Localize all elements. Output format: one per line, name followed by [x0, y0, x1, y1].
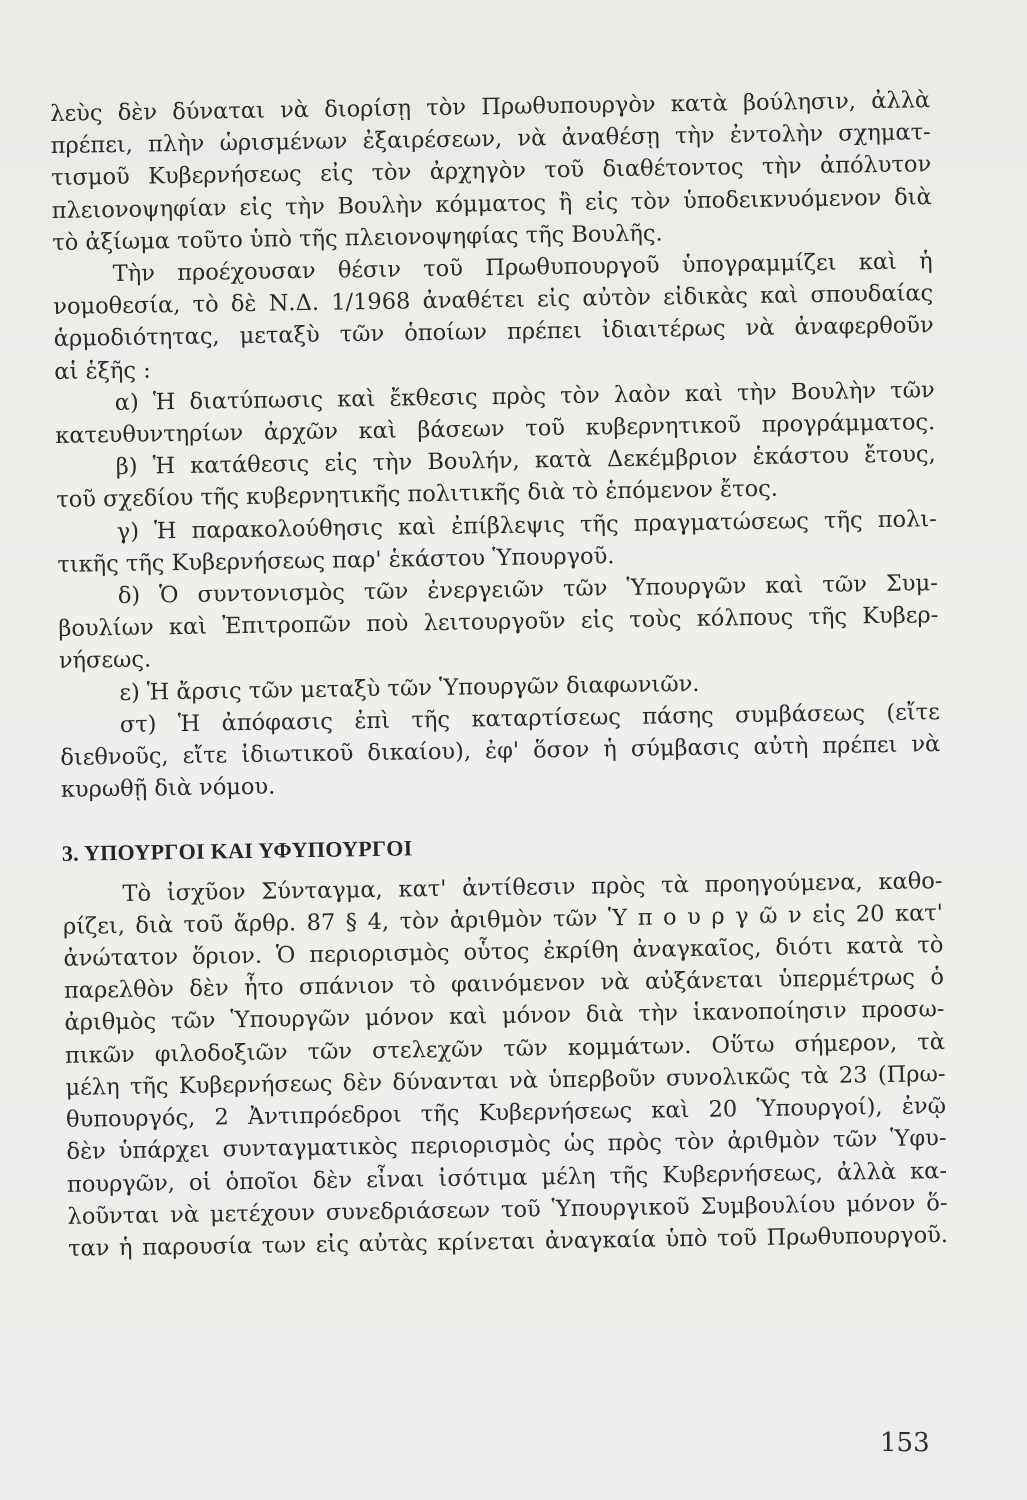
text-line: νήσεως. — [58, 646, 152, 675]
text-line: πουργῶν, οἱ ὁποῖοι δὲν εἶναι ἰσότιμα μέλη τῆς Κυβερνήσεως, ἀλλὰ κα- — [66, 1157, 948, 1198]
list-item-e: ε) Ἡ ἄρσις τῶν μεταξὺ τῶν Ὑπουργῶν διαφωνιῶν. — [119, 670, 700, 706]
text-line: λεὺς δὲν δύναται νὰ διορίσῃ τὸν Πρωθυπουργὸν κατὰ βούλησιν, ἀλλὰ — [50, 87, 931, 127]
list-item-c: γ) Ἡ παρακολούθησις καὶ ἐπίβλεψις τῆς πραγματώσεως τῆς πολι- — [116, 505, 937, 545]
text-line: ἀνώτατον ὅριον. Ὁ περιορισμὸς οὗτος ἐκρίθη ἀναγκαῖος, διότι κατὰ τὸ — [63, 932, 944, 972]
text-line: τισμοῦ Κυβερνήσεως εἰς τὸν ἀρχηγὸν τοῦ διαθέτοντος τὴν ἀπόλυτον — [51, 151, 932, 192]
text-line: λοῦνται νὰ μετέχουν συνεδριάσεων τοῦ Ὑπουργικοῦ Συμβουλίου μόνον ὅ- — [67, 1189, 948, 1230]
text-line: ἁρμοδιότητας, μεταξὺ τῶν ὁποίων πρέπει ἰδιαιτέρως νὰ ἀναφερθοῦν — [53, 312, 934, 353]
list-item-st: στ) Ἡ ἀπόφασις ἐπὶ τῆς καταρτίσεως πάσης συμβάσεως (εἴτε — [119, 698, 940, 738]
text-line: τοῦ σχεδίου τῆς κυβερνητικῆς πολιτικῆς διὰ τὸ ἑπόμενον ἔτος. — [56, 476, 779, 514]
text-line: διεθνοῦς, εἴτε ἰδιωτικοῦ δικαίου), ἐφ' ὅσον ἡ σύμβασις αὐτὴ πρέπει νὰ — [60, 731, 941, 771]
text-line: αἱ ἑξῆς : — [54, 357, 151, 385]
text-line: Τὴν προέχουσαν θέσιν τοῦ Πρωθυπουργοῦ ὑπογραμμίζει καὶ ἡ — [112, 248, 933, 288]
list-item-a: α) Ἡ διατύπωσις καὶ ἔκθεσις πρὸς τὸν λαὸν καὶ τὴν Βουλὴν τῶν — [114, 376, 935, 416]
page-number: 153 — [880, 1428, 930, 1458]
text-line: κυρωθῇ διὰ νόμου. — [60, 773, 276, 804]
text-line: κατευθυντηρίων ἀρχῶν καὶ βάσεων τοῦ κυβερνητικοῦ προγράμματος. — [55, 409, 936, 449]
text-line: βουλίων καὶ Ἐπιτροπῶν ποὺ λειτουργοῦν εἰς τοὺς κόλπους τῆς Κυβερ- — [58, 602, 939, 643]
text-line: τὸ ἀξίωμα τοῦτο ὑπὸ τῆς πλειονοψηφίας τῆς Βουλῆς. — [52, 220, 663, 256]
text-line: θυπουργός, 2 Ἀντιπρόεδροι τῆς Κυβερνήσεως καὶ 20 Ὑπουργοί), ἐνῷ — [65, 1093, 947, 1133]
text-line: μέλη τῆς Κυβερνήσεως δὲν δύνανται νὰ ὑπερβοῦν συνολικῶς τὰ 23 (Πρω- — [65, 1060, 946, 1101]
text-line: τικῆς τῆς Κυβερνήσεως παρ' ἑκάστου Ὑπουργοῦ. — [57, 543, 615, 578]
text-line: Τὸ ἰσχῦον Σύνταγμα, κατ' ἀντίθεσιν πρὸς τὰ προηγούμενα, καθο- — [122, 867, 943, 907]
text-line: πλειονοψηφίαν εἰς τὴν Βουλὴν κόμματος ἢ εἰς τὸν ὑποδεικνυόμενον διὰ — [51, 183, 932, 224]
text-line: πικῶν φιλοδοξιῶν τῶν στελεχῶν τῶν κομμάτων. Οὕτω σήμερον, τὰ — [64, 1028, 946, 1069]
section-heading: 3. ΥΠΟΥΡΓΟΙ ΚΑΙ ΥΦΥΠΟΥΡΓΟΙ — [61, 835, 413, 867]
text-line: ἀριθμὸς τῶν Ὑπουργῶν μόνον καὶ μόνον διὰ τὴν ἱκανοποίησιν προσω- — [64, 996, 945, 1037]
text-line: παρελθὸν δὲν ἦτο σπάνιον τὸ φαινόμενον νὰ αὐξάνεται ὑπερμέτρως ὁ — [63, 964, 945, 1005]
list-item-d: δ) Ὁ συντονισμὸς τῶν ἐνεργειῶν τῶν Ὑπουργῶν καὶ τῶν Συμ- — [117, 570, 938, 610]
list-item-b: β) Ἡ κατάθεσις εἰς τὴν Βουλήν, κατὰ Δεκέμβριον ἑκάστου ἔτους, — [115, 441, 936, 481]
text-line: δὲν ὑπάρχει συνταγματικὸς περιορισμὸς ὡς πρὸς τὸν ἀριθμὸν τῶν Ὑφυ- — [66, 1125, 947, 1166]
text-line: ταν ἡ παρουσία των εἰς αὐτὰς κρίνεται ἀναγκαία ὑπὸ τοῦ Πρωθυπουργοῦ. — [67, 1221, 949, 1262]
page-text — [50, 84, 948, 1265]
text-line: νομοθεσία, τὸ δὲ Ν.Δ. 1/1968 ἀναθέτει εἰς αὐτὸν εἰδικὰς καὶ σπουδαίας — [53, 280, 934, 321]
text-line: πρέπει, πλὴν ὡρισμένων ἐξαιρέσεων, νὰ ἀναθέσῃ τὴν ἐντολὴν σχηματ- — [50, 119, 931, 160]
text-line: ρίζει, διὰ τοῦ ἄρθρ. 87 § 4, τὸν ἀριθμὸν τῶν Ὑ π ο υ ρ γ ῶ ν εἰς 20 κατ' — [62, 899, 944, 940]
